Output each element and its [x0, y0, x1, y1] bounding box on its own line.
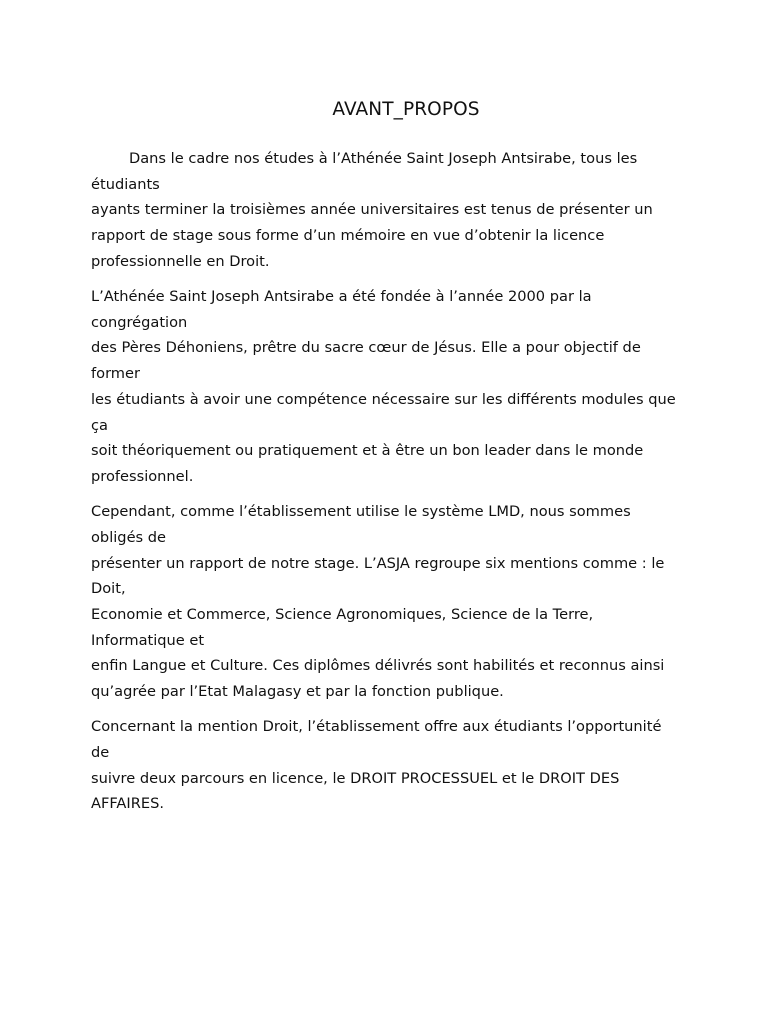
paragraph-lmd-system [91, 499, 681, 705]
paragraph-droit-mention [91, 714, 681, 817]
text-line: des Pères Déhoniens, prêtre du sacre cœur de Jésus. Elle a pour objectif de former [91, 339, 641, 383]
text-line: professionnelle en Droit. [91, 252, 270, 270]
text-line: rapport de stage sous forme d’un mémoire en vue d’obtenir la licence [91, 227, 605, 245]
text-line: Concernant la mention Droit, l’établissement offre aux étudiants l’opportunité de [91, 718, 662, 761]
text-line: L’Athénée Saint Joseph Antsirabe a été fondée à l’année 2000 par la congrégation [91, 288, 592, 331]
text-line: Cependant, comme l’établissement utilise le système LMD, nous sommes obligés de [91, 503, 631, 546]
text-line: Economie et Commerce, Science Agronomiques, Science de la Terre, Informatique et [91, 605, 594, 649]
text-line: Dans le cadre nos études à l’Athénée Saint Joseph Antsirabe, tous les étudiants [91, 150, 638, 193]
paragraph-history [91, 284, 681, 490]
page-title: AVANT_PROPOS [332, 99, 480, 120]
paragraph-intro [91, 146, 681, 275]
text-line: qu’agrée par l’Etat Malagasy et par la fonction publique. [91, 683, 504, 701]
text-line: enfin Langue et Culture. Ces diplômes délivrés sont habilités et reconnus ainsi [91, 657, 665, 675]
text-line: ayants terminer la troisièmes année universitaires est tenus de présenter un [91, 201, 653, 219]
document-body [91, 146, 681, 827]
text-line: les étudiants à avoir une compétence nécessaire sur les différents modules que ça [91, 390, 676, 434]
text-line: soit théoriquement ou pratiquement et à être un bon leader dans le monde [91, 442, 644, 460]
text-line: suivre deux parcours en licence, le DROIT PROCESSUEL et le DROIT DES AFFAIRES. [91, 769, 620, 813]
text-line: présenter un rapport de notre stage. L’ASJA regroupe six mentions comme : le Doit, [91, 554, 665, 598]
text-line: professionnel. [91, 467, 194, 485]
